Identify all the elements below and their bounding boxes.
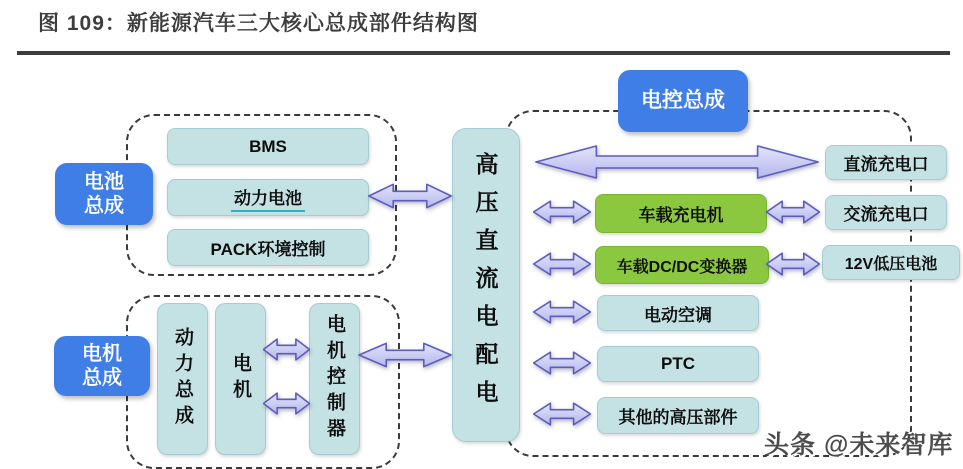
double-arrow-bus-to-ac-icon — [533, 299, 591, 325]
onboard-charger-label: 车载充电机 — [638, 206, 724, 225]
double-arrow-battery-to-bus-icon — [368, 182, 452, 210]
double-arrow-motor-to-controller-top-icon — [263, 337, 310, 362]
ecu-assembly-label — [618, 70, 748, 132]
title-underline-rule — [17, 51, 950, 55]
lv-battery-12v-label: 12V低压电池 — [844, 256, 938, 273]
powertrain-box: 动力总成 — [157, 303, 208, 455]
double-arrow-bus-to-charger-icon — [533, 199, 591, 225]
motor-assembly-label-line1: 电机 — [82, 343, 122, 365]
ptc-box — [597, 346, 759, 382]
motor-controller-box: 电机控制器 — [309, 303, 360, 455]
double-arrow-bus-to-dcdc-icon — [533, 251, 591, 277]
battery-assembly-label — [55, 163, 153, 225]
power-battery-label: 动力电池 — [231, 184, 305, 212]
motor-assembly-label-line2: 总成 — [82, 367, 122, 389]
other-hv-parts-box — [597, 397, 759, 434]
battery-assembly-label-line1: 电池 — [84, 171, 124, 193]
ac-charge-port-box — [825, 195, 947, 230]
ecu-assembly-label-text: 电控总成 — [641, 89, 725, 113]
ptc-label: PTC — [661, 354, 695, 373]
dcdc-converter-label: 车载DC/DC变换器 — [616, 258, 748, 276]
electric-ac-box — [597, 295, 759, 331]
hv-dc-distribution-box: 高压直流电配电 — [452, 128, 520, 442]
double-arrow-dcdc-to-lv-battery-icon — [766, 251, 820, 277]
watermark-text: 头条 @未来智库 — [764, 431, 954, 459]
battery-assembly-label-line2: 总成 — [84, 195, 124, 217]
double-arrow-motor-to-controller-bottom-icon — [263, 391, 310, 416]
lv-battery-12v-box — [822, 245, 960, 280]
ac-charge-port-label: 交流充电口 — [843, 205, 929, 224]
onboard-charger-box — [595, 194, 767, 233]
double-arrow-motorctrl-to-bus-icon — [358, 341, 452, 369]
dc-charge-port-label: 直流充电口 — [843, 155, 929, 174]
motor-box: 电机 — [215, 303, 266, 455]
dc-charge-port-box — [825, 145, 947, 180]
double-arrow-bus-to-other-icon — [533, 401, 591, 427]
pack-env-control-box — [167, 229, 369, 266]
dcdc-converter-box — [595, 246, 769, 284]
double-arrow-bus-to-ptc-icon — [533, 350, 591, 376]
double-arrow-bus-to-dc-port-icon — [533, 143, 821, 181]
electric-ac-label: 电动空调 — [644, 305, 712, 325]
double-arrow-charger-to-ac-port-icon — [766, 199, 820, 225]
motor-assembly-label — [54, 336, 150, 396]
figure-title: 图 109：新能源汽车三大核心总成部件结构图 — [38, 12, 479, 35]
other-hv-parts-label: 其他的高压部件 — [618, 408, 738, 427]
power-battery-box — [167, 179, 369, 216]
bms-label: BMS — [249, 136, 287, 156]
bms-box — [167, 128, 369, 165]
pack-env-control-label: PACK环境控制 — [210, 240, 326, 259]
